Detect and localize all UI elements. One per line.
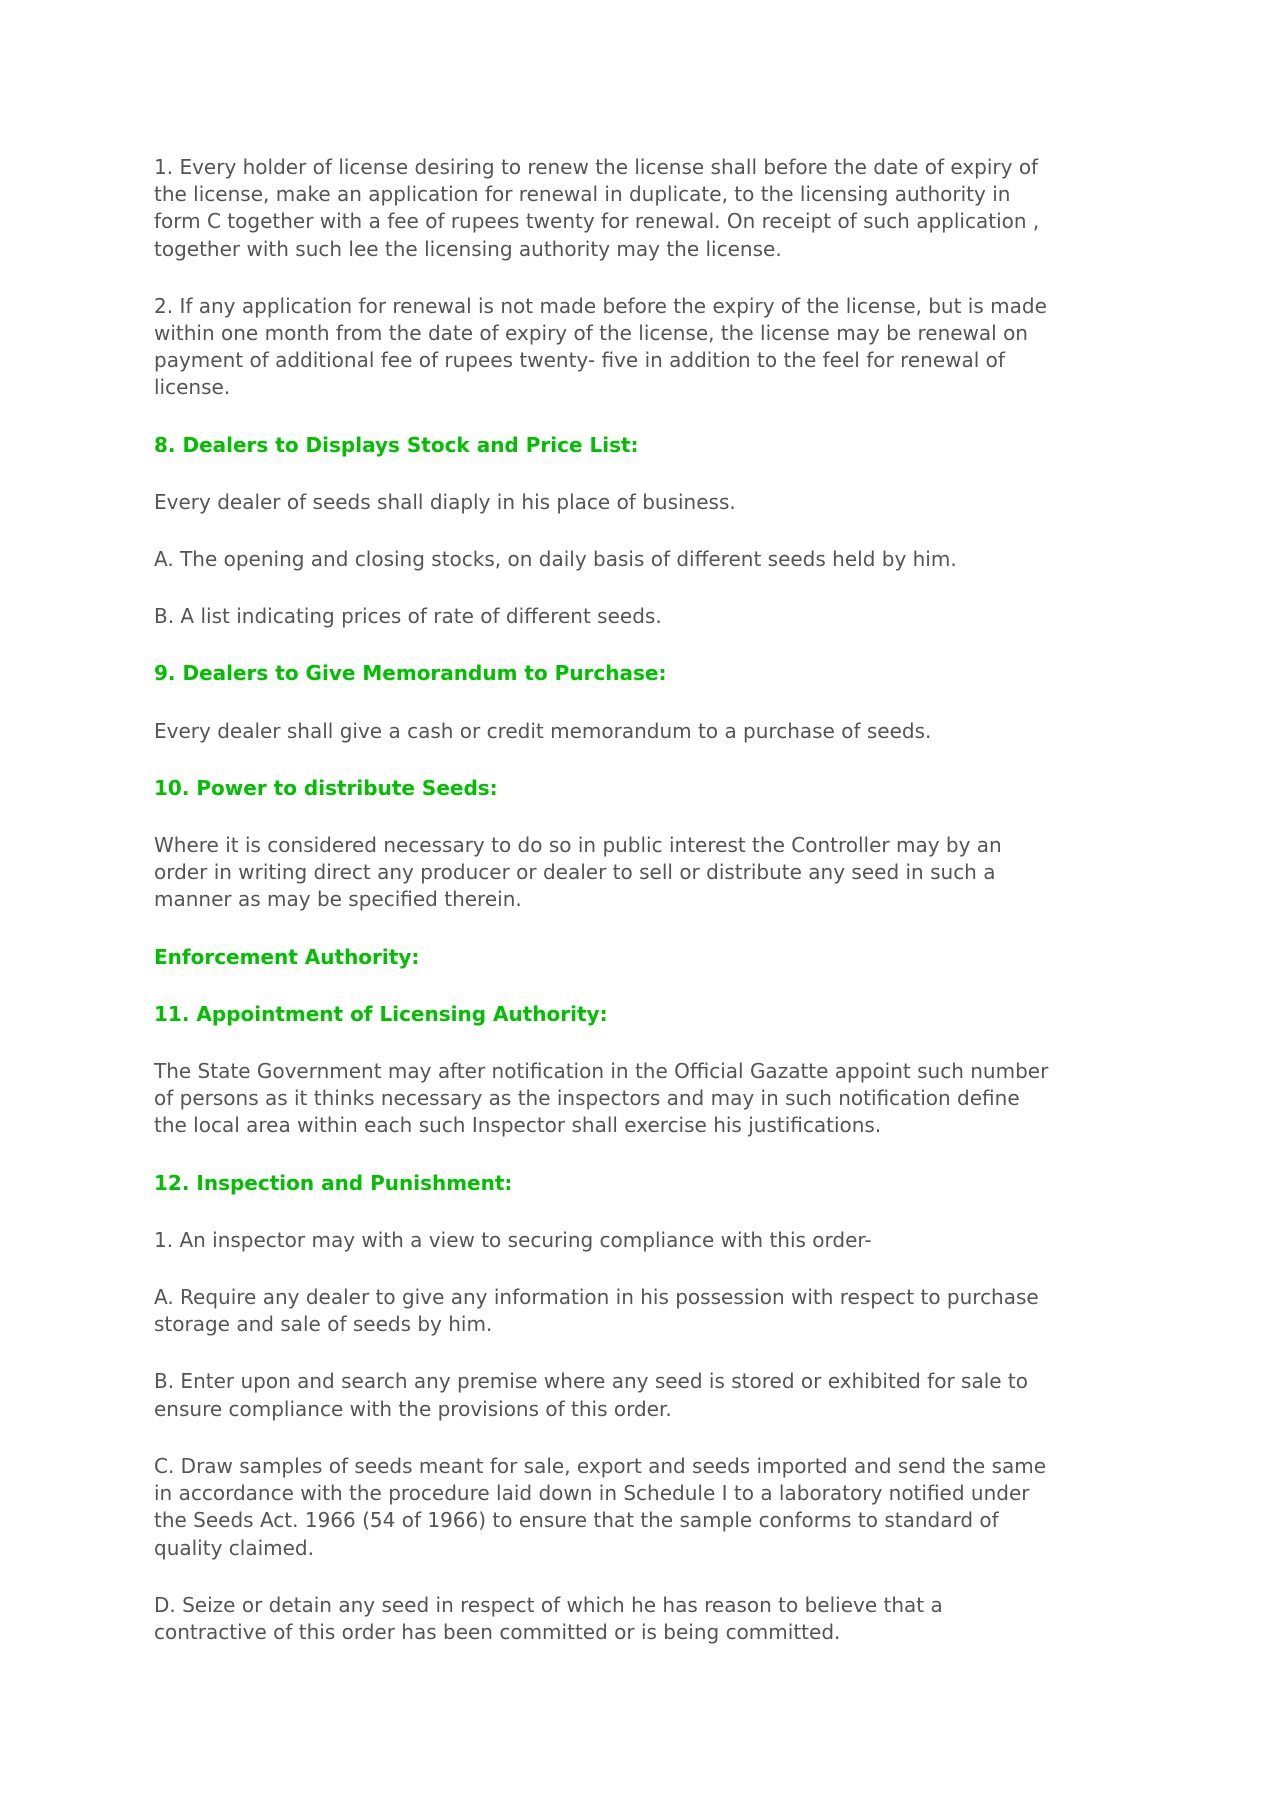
paragraph xyxy=(154,1227,1154,1254)
paragraph-line: order in writing direct any producer or dealer to sell or distribute any seed in such a xyxy=(154,860,996,885)
paragraph xyxy=(154,718,1154,745)
paragraph-line: 1. An inspector may with a view to securing compliance with this order- xyxy=(154,1227,872,1252)
paragraph xyxy=(154,1368,1154,1422)
paragraph-line: B. Enter upon and search any premise where any seed is stored or exhibited for sale to xyxy=(154,1369,1029,1394)
paragraph xyxy=(154,1592,1154,1646)
section-heading: 8. Dealers to Displays Stock and Price List: xyxy=(154,432,639,457)
paragraph-line: the Seeds Act. 1966 (54 of 1966) to ensure that the sample conforms to standard of xyxy=(154,1508,999,1533)
document-page xyxy=(154,154,1154,1676)
paragraph-line: A. The opening and closing stocks, on daily basis of different seeds held by him. xyxy=(154,547,957,572)
paragraph-line: form C together with a fee of rupees twenty for renewal. On receipt of such application , xyxy=(154,209,1040,234)
paragraph-line: 1. Every holder of license desiring to renew the license shall before the date of expiry of xyxy=(154,155,1039,179)
paragraph-line: together with such lee the licensing authority may the license. xyxy=(154,236,782,261)
paragraph-line: payment of additional fee of rupees twenty- five in addition to the feel for renewal of xyxy=(154,348,1005,373)
paragraph-line: B. A list indicating prices of rate of different seeds. xyxy=(154,604,662,629)
paragraph xyxy=(154,1453,1154,1562)
paragraph-line: the local area within each such Inspector shall exercise his justifications. xyxy=(154,1113,882,1138)
paragraph-line: of persons as it thinks necessary as the inspectors and may in such notification define xyxy=(154,1086,1020,1111)
paragraph-line: Every dealer of seeds shall diaply in his place of business. xyxy=(154,489,736,514)
section-heading: Enforcement Authority: xyxy=(154,944,420,969)
paragraph-line: quality claimed. xyxy=(154,1535,314,1560)
paragraph xyxy=(154,489,1154,516)
paragraph-line: in accordance with the procedure laid down in Schedule I to a laboratory notified under xyxy=(154,1481,1030,1506)
paragraph-line: storage and sale of seeds by him. xyxy=(154,1312,493,1337)
section-heading: 10. Power to distribute Seeds: xyxy=(154,775,498,800)
paragraph-line: contractive of this order has been committed or is being committed. xyxy=(154,1619,841,1644)
paragraph-line: The State Government may after notification in the Official Gazatte appoint such number xyxy=(154,1059,1049,1084)
paragraph-line: 2. If any application for renewal is not made before the expiry of the license, but is made xyxy=(154,293,1047,318)
paragraph-line: manner as may be specified therein. xyxy=(154,887,522,912)
paragraph xyxy=(154,293,1154,402)
paragraph-line: A. Require any dealer to give any information in his possession with respect to purchase xyxy=(154,1285,1039,1310)
paragraph-line: Every dealer shall give a cash or credit memorandum to a purchase of seeds. xyxy=(154,718,932,743)
paragraph xyxy=(154,546,1154,573)
paragraph-line: ensure compliance with the provisions of this order. xyxy=(154,1396,672,1421)
paragraph-line: the license, make an application for renewal in duplicate, to the licensing authority in xyxy=(154,182,1011,207)
section-heading: 11. Appointment of Licensing Authority: xyxy=(154,1001,608,1026)
paragraph xyxy=(154,1058,1154,1140)
paragraph-line: Where it is considered necessary to do so in public interest the Controller may by an xyxy=(154,833,1002,858)
paragraph-line: license. xyxy=(154,375,231,400)
paragraph-line: D. Seize or detain any seed in respect of which he has reason to believe that a xyxy=(154,1592,943,1617)
paragraph-line: C. Draw samples of seeds meant for sale, export and seeds imported and send the same xyxy=(154,1453,1047,1478)
paragraph xyxy=(154,154,1154,263)
document-content xyxy=(154,154,1154,1646)
section-heading: 9. Dealers to Give Memorandum to Purchase: xyxy=(154,661,667,686)
paragraph xyxy=(154,832,1154,914)
section-heading: 12. Inspection and Punishment: xyxy=(154,1170,513,1195)
paragraph-line: within one month from the date of expiry of the license, the license may be renewal on xyxy=(154,321,1028,346)
paragraph xyxy=(154,1284,1154,1338)
paragraph xyxy=(154,603,1154,630)
